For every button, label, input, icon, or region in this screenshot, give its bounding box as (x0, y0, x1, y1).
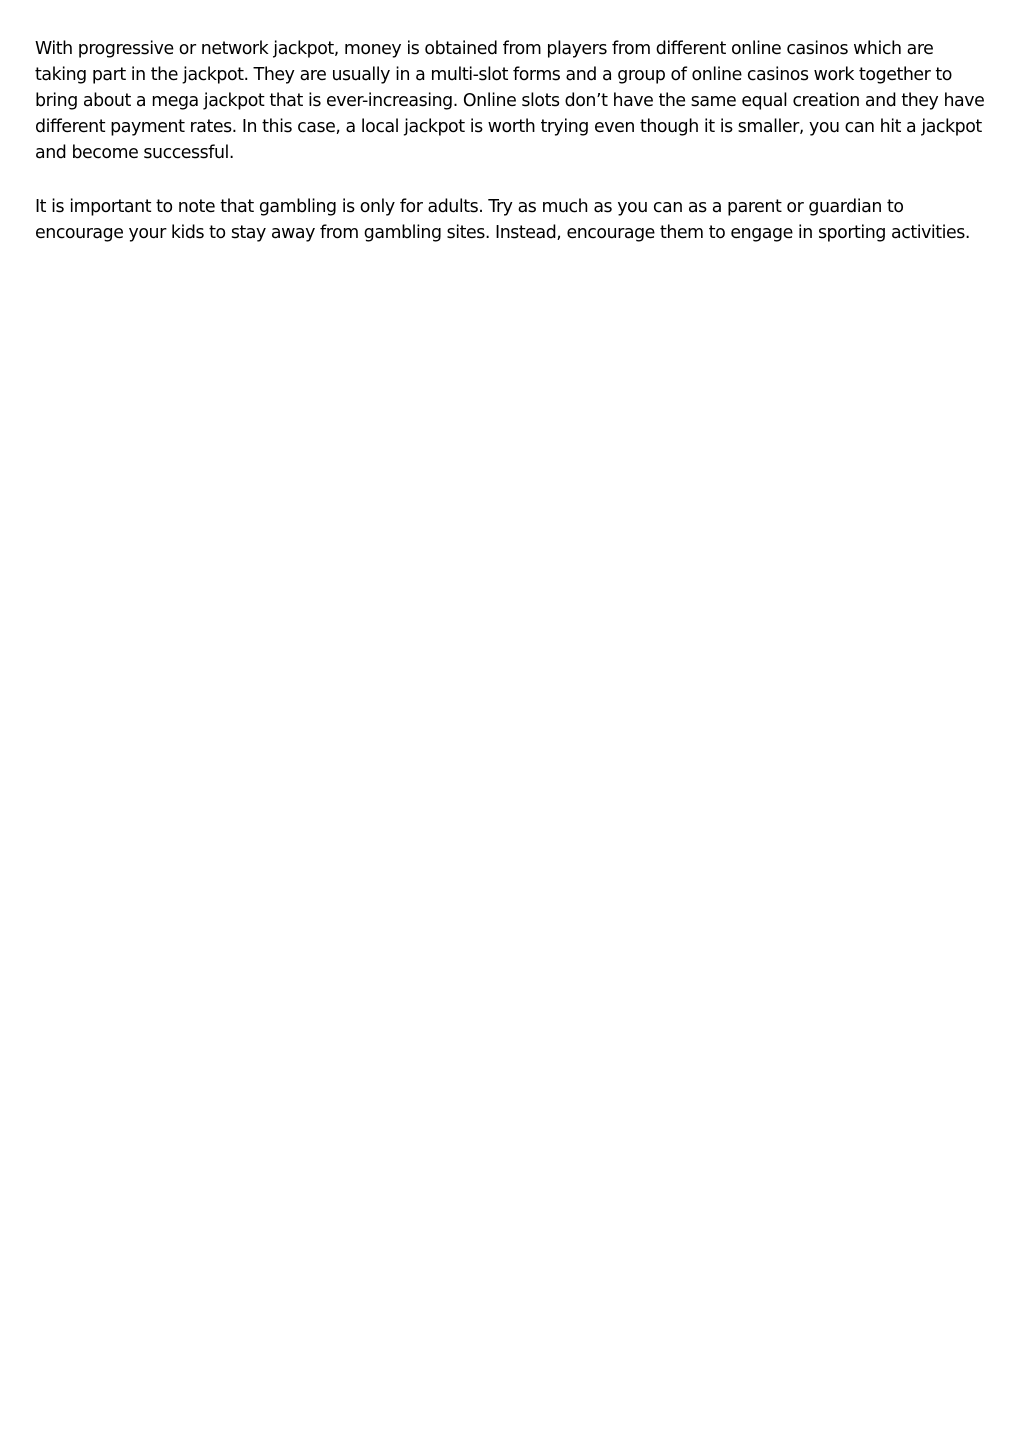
paragraph-adults-only (35, 194, 990, 246)
paragraph-line: and become successful. (35, 143, 234, 163)
paragraph-line: taking part in the jackpot. They are usually in a multi-slot forms and a group of online casinos work together to (35, 65, 952, 85)
paragraph-progressive-jackpot (35, 36, 990, 166)
paragraph-line: With progressive or network jackpot, money is obtained from players from different online casinos which are (35, 39, 934, 59)
paragraph-line: different payment rates. In this case, a local jackpot is worth trying even though it is smaller, you can hit a jackpot (35, 117, 982, 137)
paragraph-line: encourage your kids to stay away from gambling sites. Instead, encourage them to engage in sporting activities. (35, 223, 970, 243)
paragraph-line: bring about a mega jackpot that is ever-increasing. Online slots don’t have the same equal creation and they have (35, 91, 985, 111)
paragraph-line: It is important to note that gambling is only for adults. Try as much as you can as a parent or guardian to (35, 197, 904, 217)
document-page (35, 36, 990, 274)
